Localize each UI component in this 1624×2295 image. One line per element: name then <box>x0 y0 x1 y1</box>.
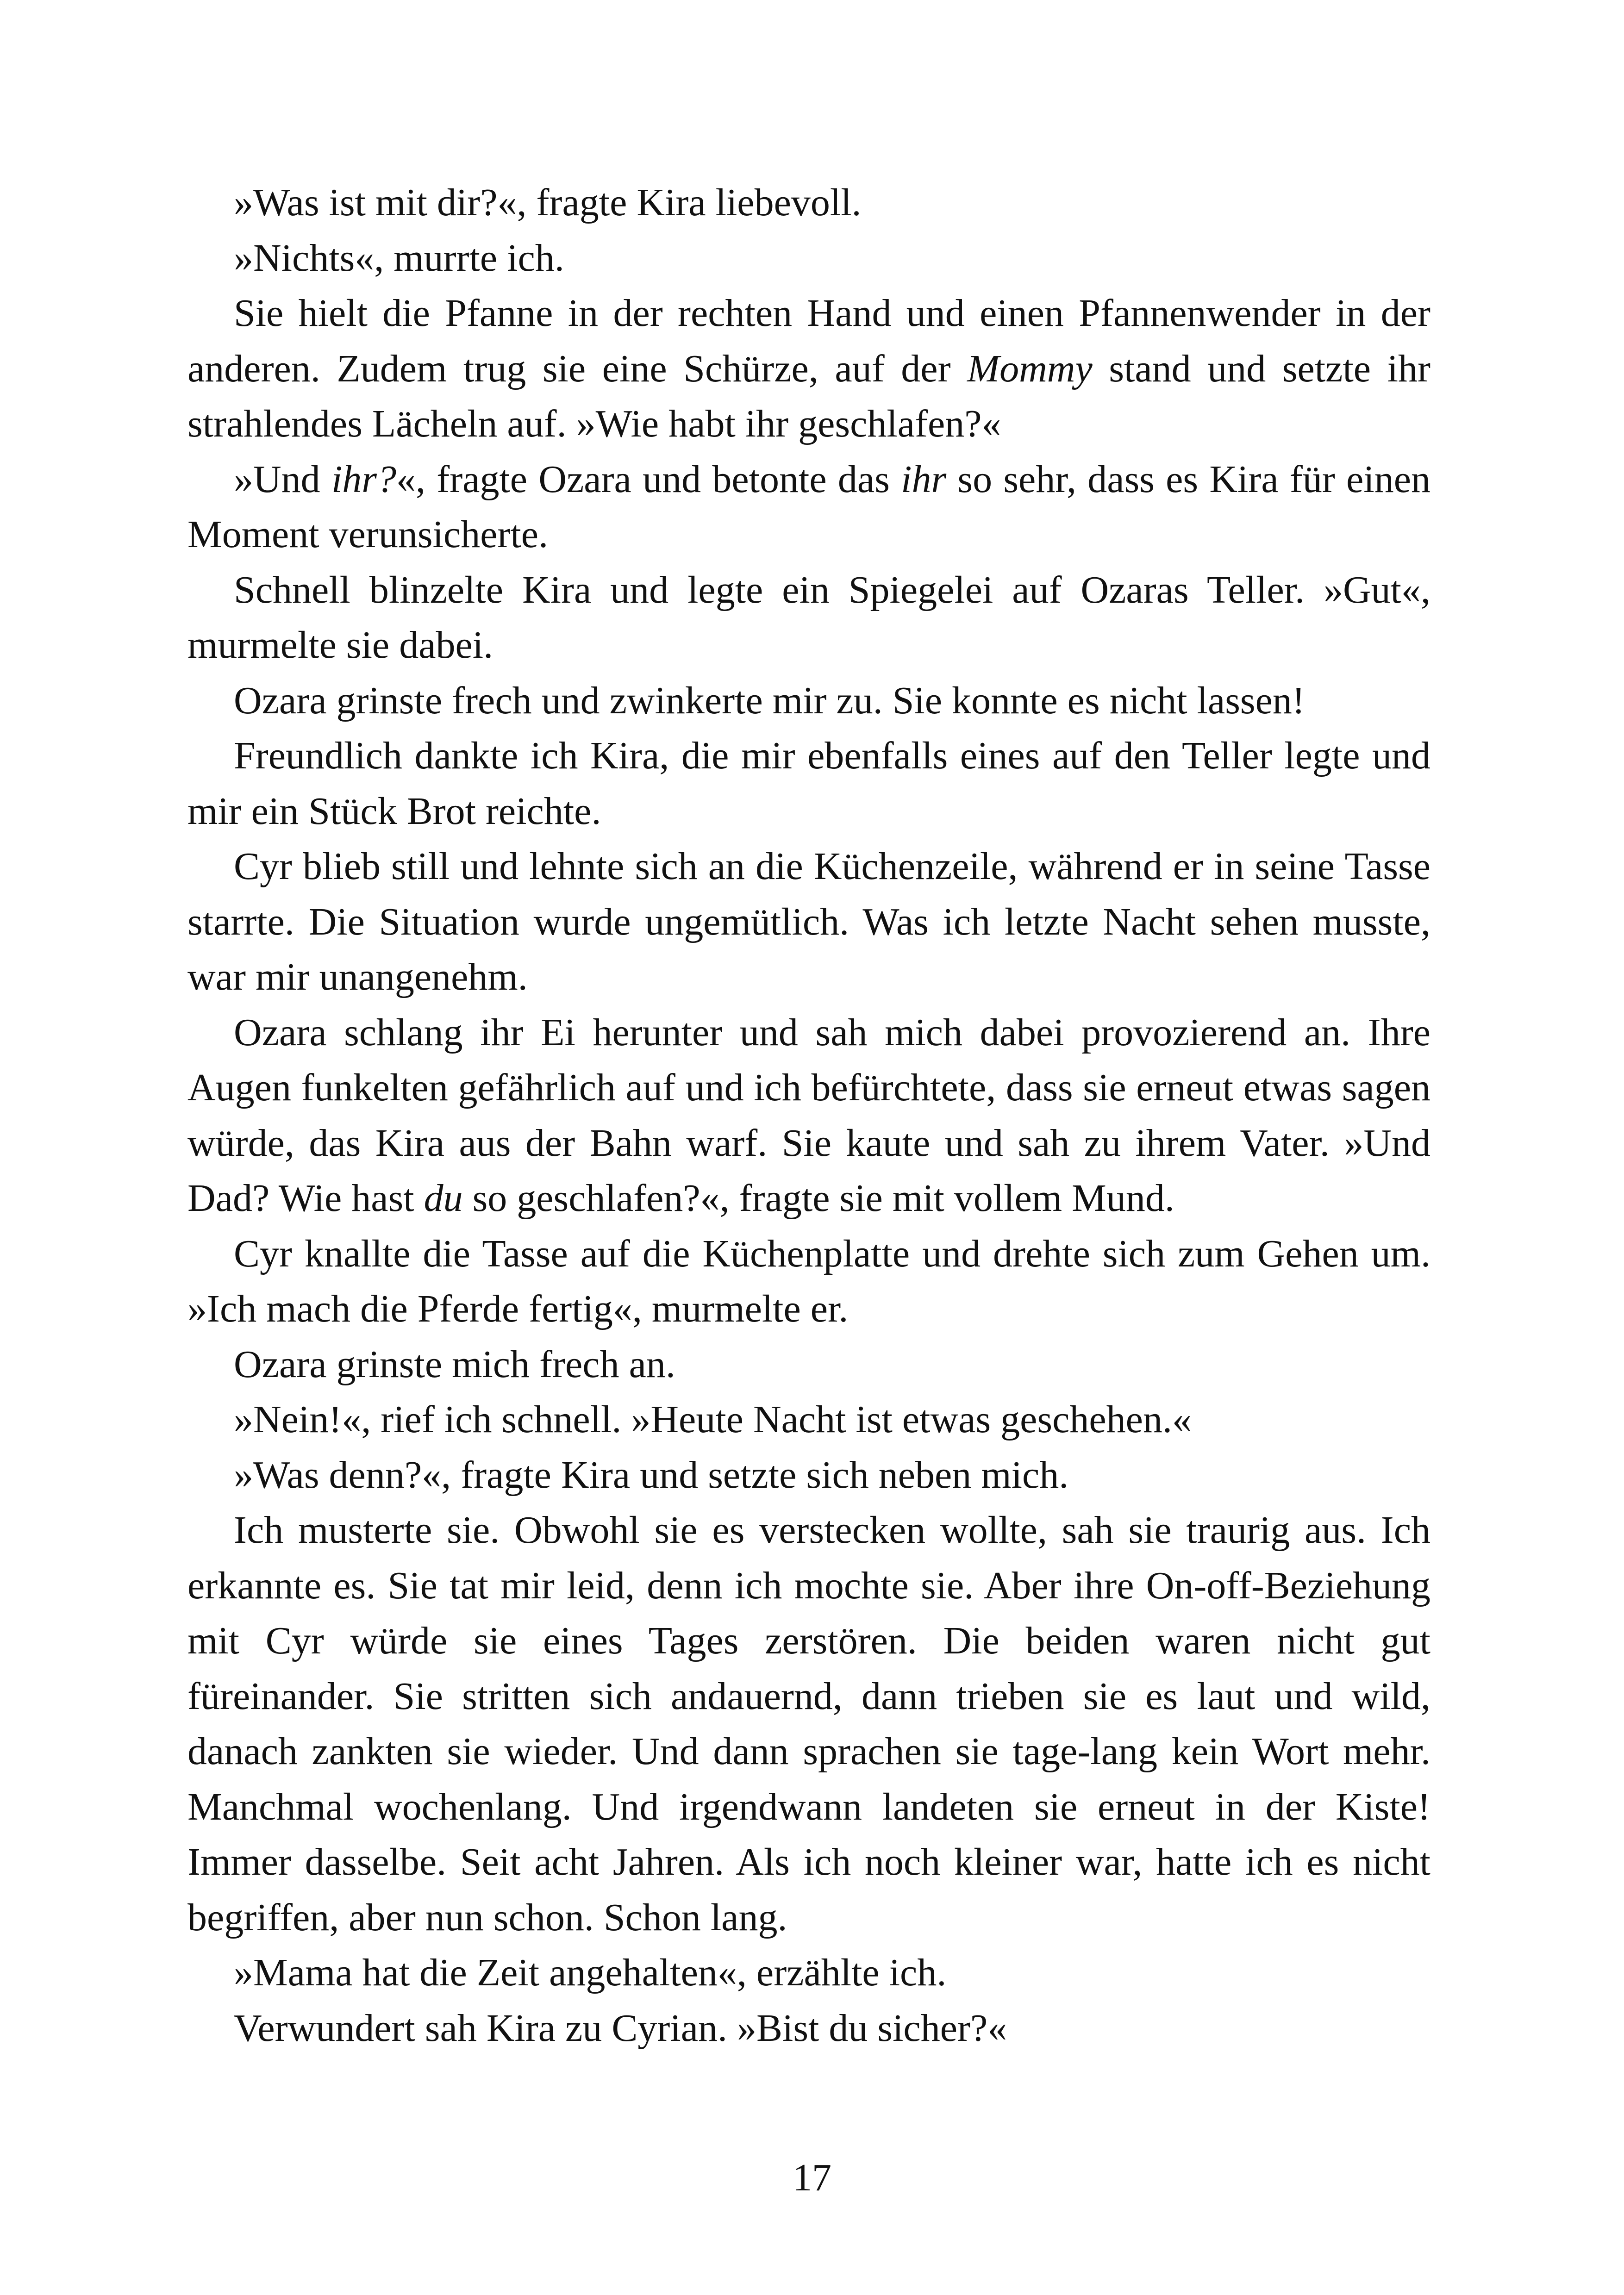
paragraph: Cyr knallte die Tasse auf die Küchenplatte und drehte sich zum Gehen um. »Ich mach die Pferde fertig«, murmelte er. <box>187 1232 1430 1330</box>
paragraph: Sie hielt die Pfanne in der rechten Hand und einen Pfannenwender in der anderen. Zudem trug sie eine Schürze, auf der Mommy stand und setzte ihr strahlendes Lächeln auf. »Wie habt ihr geschlafen?« <box>187 292 1430 445</box>
paragraph: »Was denn?«, fragte Kira und setzte sich neben mich. <box>234 1453 1069 1497</box>
paragraph: »Mama hat die Zeit angehalten«, erzählte ich. <box>234 1951 947 1994</box>
emphasis: ihr? <box>331 457 396 501</box>
paragraph: Ozara grinste frech und zwinkerte mir zu. Sie konnte es nicht lassen! <box>234 679 1305 722</box>
page-number: 17 <box>793 2156 831 2199</box>
paragraph: Cyr blieb still und lehnte sich an die Küchenzeile, während er in seine Tasse starrte. Die Situation wurde ungemütlich. Was ich letzte Nacht sehen musste, war mir unangenehm. <box>187 845 1430 998</box>
emphasis: ihr <box>901 457 947 501</box>
paragraph: Verwundert sah Kira zu Cyrian. »Bist du sicher?« <box>234 2006 1007 2050</box>
paragraph: »Nichts«, murrte ich. <box>234 236 564 280</box>
paragraph: »Und ihr?«, fragte Ozara und betonte das ihr so sehr, dass es Kira für einen Moment verunsicherte. <box>187 457 1430 556</box>
paragraph: Ozara grinste mich frech an. <box>234 1342 675 1386</box>
paragraph: Schnell blinzelte Kira und legte ein Spiegelei auf Ozaras Teller. »Gut«, murmelte sie dabei. <box>187 568 1430 667</box>
paragraph: »Was ist mit dir?«, fragte Kira liebevoll. <box>234 181 862 224</box>
paragraph: Freundlich dankte ich Kira, die mir ebenfalls eines auf den Teller legte und mir ein Stück Brot reichte. <box>187 734 1430 833</box>
body-text <box>187 175 1430 2056</box>
emphasis: du <box>424 1177 463 1220</box>
emphasis: Mommy <box>967 347 1093 390</box>
paragraph: Ich musterte sie. Obwohl sie es verstecken wollte, sah sie traurig aus. Ich erkannte es. Sie tat mir leid, denn ich mochte sie. Aber ihre On-off-Beziehung mit Cyr würde sie eines Tages zerstören. Die beiden waren nicht gut füreinander. Sie stritten sich andauernd, dann trieben sie es laut und wild, danach zankten sie wieder. Und dann sprachen sie tage-lang kein Wort mehr. Manchmal wochenlang. Und irgendwann landeten sie erneut in der Kiste! Immer dasselbe. Seit acht Jahren. Als ich noch kleiner war, hatte ich es nicht begriffen, aber nun schon. Schon lang. <box>187 1509 1430 1939</box>
paragraph: »Nein!«, rief ich schnell. »Heute Nacht ist etwas geschehen.« <box>234 1398 1192 1441</box>
paragraph: Ozara schlang ihr Ei herunter und sah mich dabei provozierend an. Ihre Augen funkelten gefährlich auf und ich befürchtete, dass sie erneut etwas sagen würde, das Kira aus der Bahn warf. Sie kaute und sah zu ihrem Vater. »Und Dad? Wie hast du so geschlafen?«, fragte sie mit vollem Mund. <box>187 1010 1430 1220</box>
